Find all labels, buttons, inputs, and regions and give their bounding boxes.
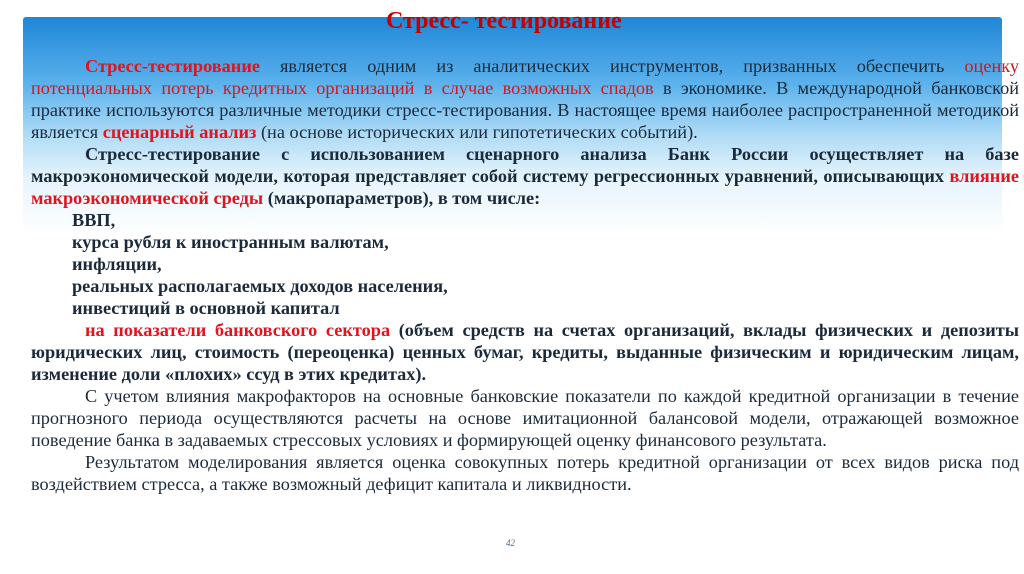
page-number: 42	[506, 538, 515, 548]
model-text-1: Стресс-тестирование с использованием сценарного анализа Банк России осуществляет на базе макроэкономической модели, которая представляет собой систему регрессионных уравнений, описывающих	[31, 144, 1019, 186]
intro-text-2: в экономике. В международной банковской практике используются различные методики стресс-тестирования. В настоящее время наиболее распространенной методикой является	[31, 78, 1019, 142]
banking-text: (объем средств на счетах организаций, вклады физических и депозиты юридических лиц, стоимость (переоценка) ценных бумаг, кредиты, выданные физическим и юридическим лицам, изменение доли «плохих» ссуд в этих кредитах).	[31, 320, 1020, 384]
paragraph-intro	[31, 55, 1019, 143]
list-item: курса рубля к иностранным валютам,	[72, 232, 389, 252]
slide-title: Стресс- тестирование	[386, 8, 622, 34]
paragraph-simulation: С учетом влияния макрофакторов на основные банковские показатели по каждой кредитной организации в течение прогнозного периода осуществляются расчеты на основе имитационной балансовой модели, отражающей возможное поведение банка в задаваемых стрессовых условиях и формирующей оценку финансового результата.	[31, 386, 1019, 450]
paragraph-banking-indicators	[31, 319, 1019, 385]
list-item: инвестиций в основной капитал	[72, 298, 340, 318]
highlight-macro-influence: влияние макроэкономической среды	[31, 166, 1019, 208]
model-text-2: (макропараметров), в том числе:	[263, 188, 541, 208]
list-item: инфляции,	[72, 254, 162, 274]
paragraph-model	[31, 143, 1019, 209]
list-item: ВВП,	[72, 210, 116, 230]
intro-text-1: является одним из аналитических инструментов, призванных обеспечить	[259, 56, 965, 76]
slide-body	[31, 55, 1019, 495]
paragraph-result: Результатом моделирования является оценка совокупных потерь кредитной организации от всех видов риска под воздействием стресса, а также возможный дефицит капитала и ликвидности.	[31, 452, 1019, 494]
term-stress-testing: Стресс-тестирование	[85, 56, 260, 76]
highlight-banking-sector: на показатели банковского сектора	[85, 320, 391, 340]
term-scenario-analysis: сценарный анализ	[102, 122, 257, 142]
intro-text-3: (на основе исторических или гипотетических событий).	[256, 122, 698, 142]
list-item: реальных располагаемых доходов населения,	[72, 276, 448, 296]
highlight-loss-estimate: оценку потенциальных потерь кредитных организаций в случае возможных спадов	[31, 56, 1019, 98]
